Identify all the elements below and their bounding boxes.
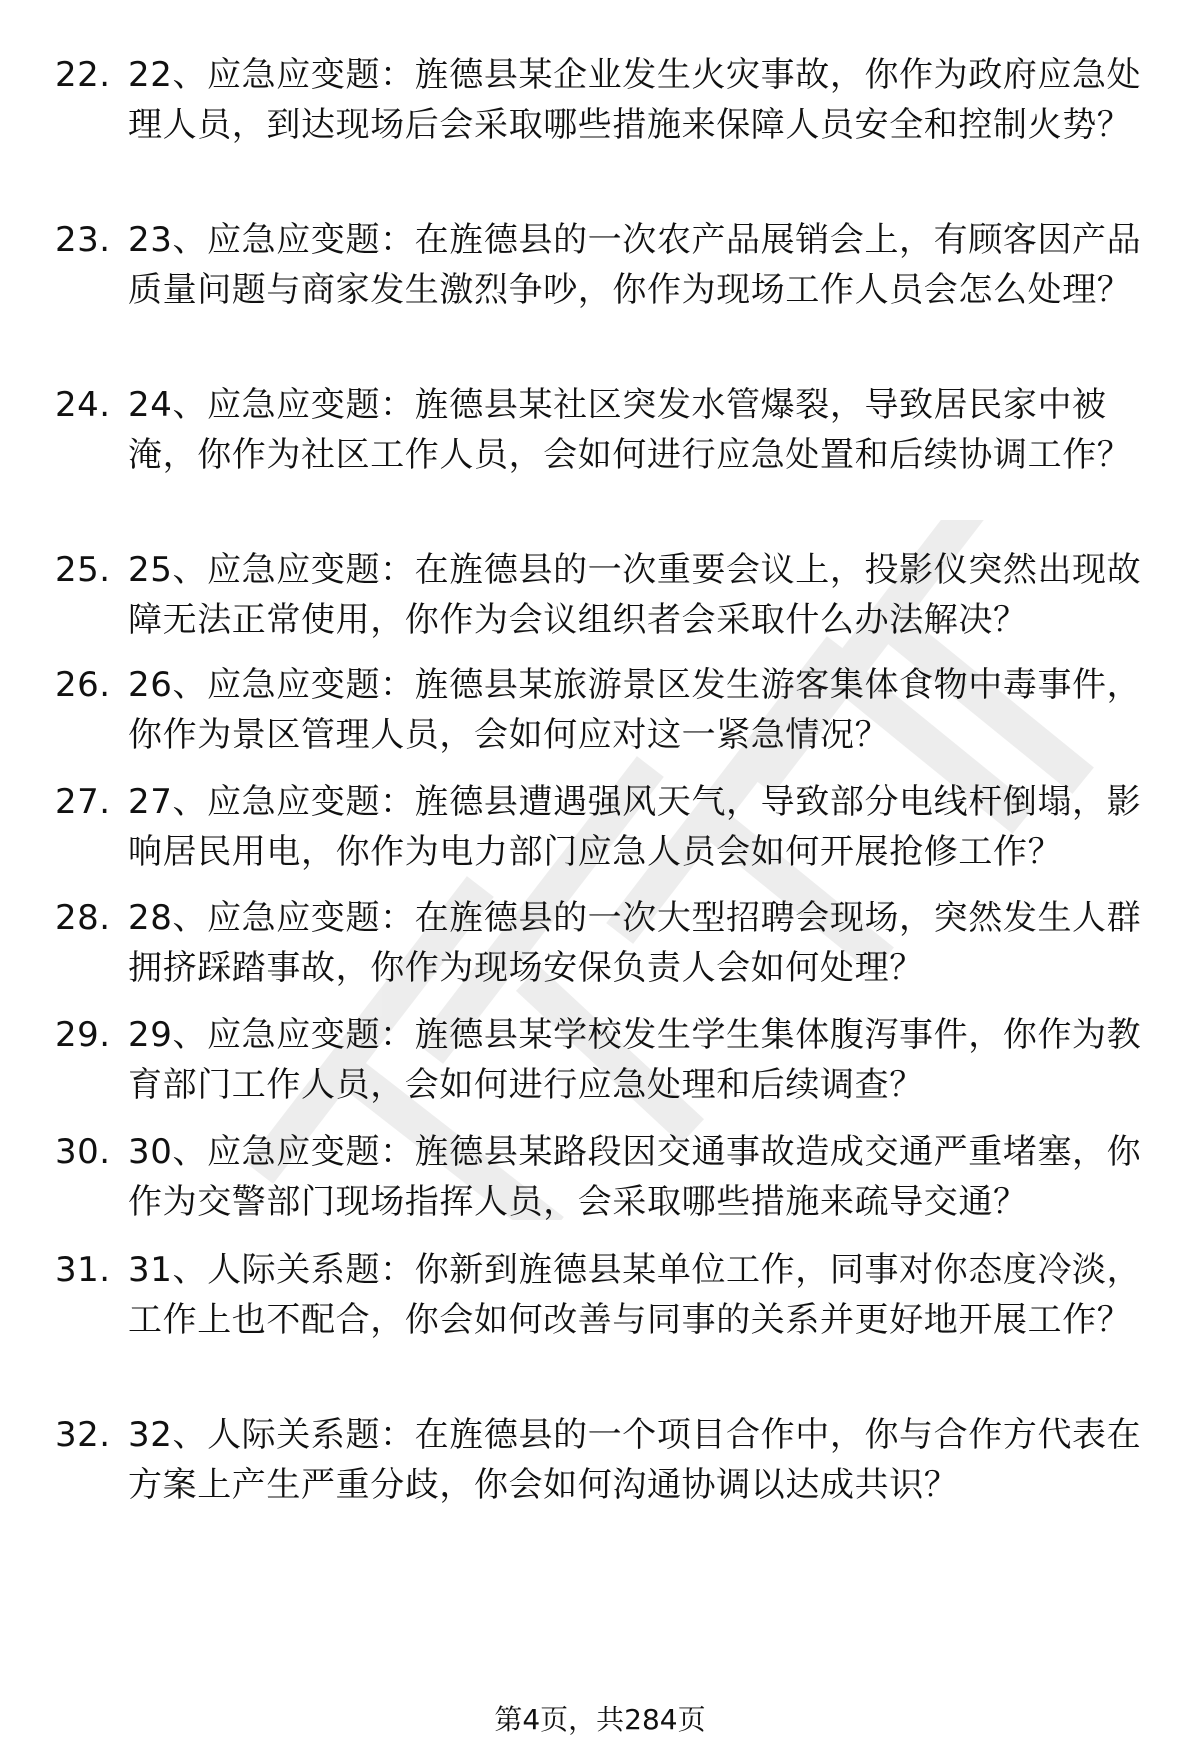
question-text: 24、应急应变题：旌德县某社区突发水管爆裂，导致居民家中被淹，你作为社区工作人员，会如何进行应急处置和后续协调工作？ bbox=[128, 385, 1132, 475]
page-footer: 第4页，共284页 bbox=[494, 1703, 706, 1736]
question-number: 27. bbox=[55, 782, 111, 822]
question-number: 30. bbox=[55, 1132, 111, 1172]
question-number: 29. bbox=[55, 1015, 111, 1055]
question-number: 23. bbox=[55, 220, 111, 260]
question-text: 29、应急应变题：旌德县某学校发生学生集体腹泻事件，你作为教育部门工作人员，会如何进行应急处理和后续调查？ bbox=[128, 1015, 1142, 1105]
question-text: 23、应急应变题：在旌德县的一次农产品展销会上，有顾客因产品质量问题与商家发生激烈争吵，你作为现场工作人员会怎么处理？ bbox=[128, 220, 1142, 310]
question-number: 26. bbox=[55, 665, 111, 705]
question-number: 24. bbox=[55, 385, 111, 425]
question-number: 25. bbox=[55, 550, 111, 590]
question-text: 26、应急应变题：旌德县某旅游景区发生游客集体食物中毒事件，你作为景区管理人员，会如何应对这一紧急情况？ bbox=[128, 665, 1142, 755]
question-number: 32. bbox=[55, 1415, 111, 1455]
question-text: 22、应急应变题：旌德县某企业发生火灾事故，你作为政府应急处理人员，到达现场后会采取哪些措施来保障人员安全和控制火势？ bbox=[128, 55, 1142, 145]
question-number: 28. bbox=[55, 898, 111, 938]
question-text: 32、人际关系题：在旌德县的一个项目合作中，你与合作方代表在方案上产生严重分歧，你会如何沟通协调以达成共识？ bbox=[128, 1415, 1142, 1505]
question-text: 27、应急应变题：旌德县遭遇强风天气，导致部分电线杆倒塌，影响居民用电，你作为电力部门应急人员会如何开展抢修工作？ bbox=[128, 782, 1142, 872]
question-text: 28、应急应变题：在旌德县的一次大型招聘会现场，突然发生人群拥挤踩踏事故，你作为现场安保负责人会如何处理？ bbox=[128, 898, 1142, 988]
question-text: 31、人际关系题：你新到旌德县某单位工作，同事对你态度冷淡，工作上也不配合，你会如何改善与同事的关系并更好地开展工作？ bbox=[128, 1250, 1142, 1340]
question-number: 31. bbox=[55, 1250, 111, 1290]
question-number: 22. bbox=[55, 55, 111, 95]
question-text: 30、应急应变题：旌德县某路段因交通事故造成交通严重堵塞，你作为交警部门现场指挥人员，会采取哪些措施来疏导交通？ bbox=[128, 1132, 1142, 1222]
question-text: 25、应急应变题：在旌德县的一次重要会议上，投影仪突然出现故障无法正常使用，你作为会议组织者会采取什么办法解决？ bbox=[128, 550, 1142, 640]
